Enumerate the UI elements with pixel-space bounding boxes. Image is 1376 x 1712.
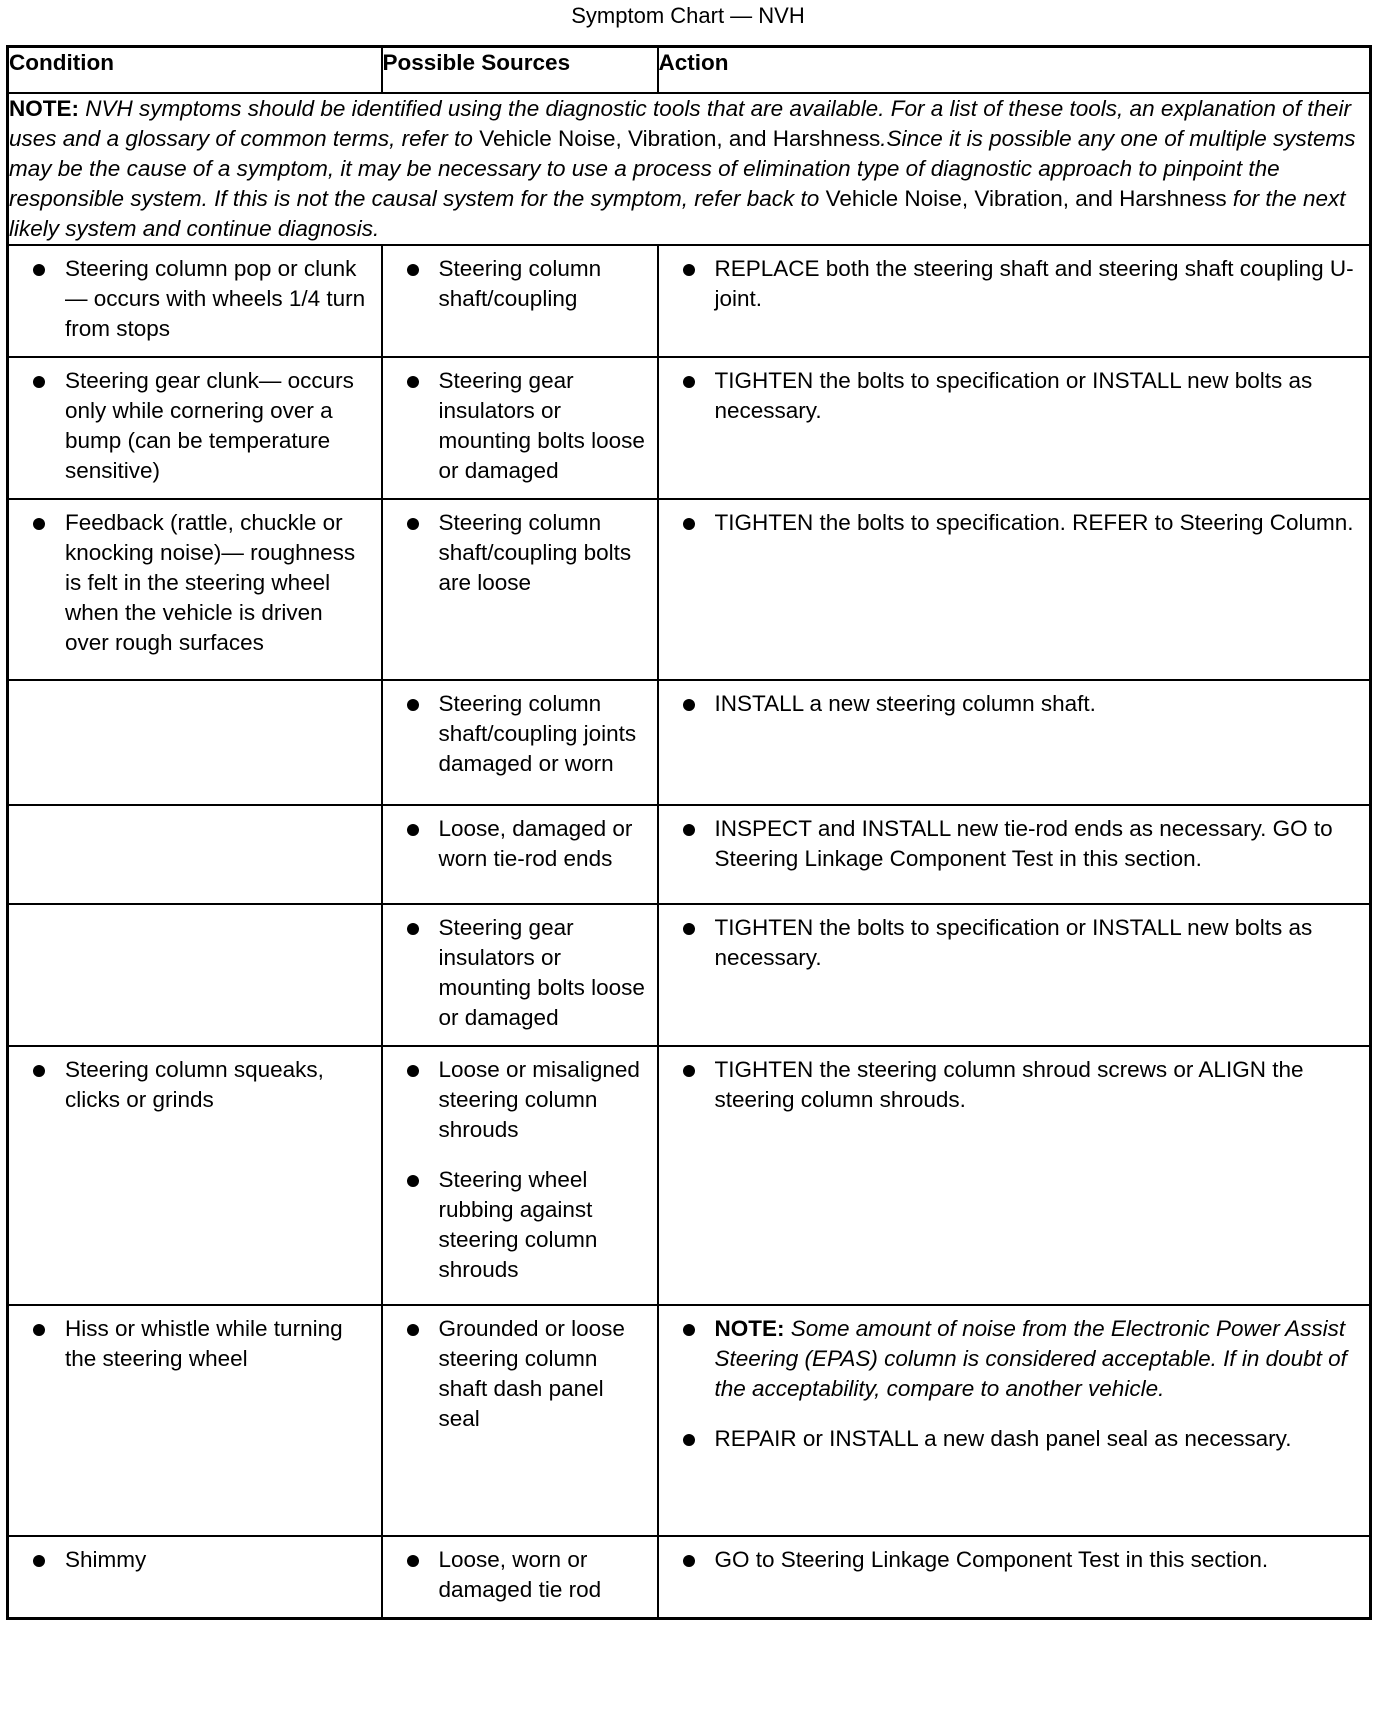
symptom-rows [8,245,1371,1619]
action-item: TIGHTEN the bolts to specification or INSTALL new bolts as necessary. [659,913,1362,973]
header-row [8,47,1371,94]
table-row [8,1046,1371,1305]
sources-list [383,500,657,610]
possible-sources-cell [382,904,658,1046]
condition-list [9,246,381,356]
action-item: REPLACE both the steering shaft and steering shaft coupling U-joint. [659,254,1362,314]
note-cell [8,93,1371,245]
source-item: Loose, damaged or worn tie-rod ends [383,814,649,874]
sources-list [383,246,657,326]
action-cell [658,245,1371,357]
sources-list [383,905,657,1045]
note-reference-2: Vehicle Noise, Vibration, and Harshness [825,186,1227,211]
action-item: TIGHTEN the bolts to specification. REFER to Steering Column. [659,508,1362,538]
action-cell [658,805,1371,904]
table-row [8,1536,1371,1619]
condition-cell [8,1305,382,1536]
sources-list [383,806,657,886]
header-condition: Condition [8,47,382,94]
source-item: Loose, worn or damaged tie rod [383,1545,649,1605]
action-cell [658,499,1371,680]
sources-list [383,1537,657,1617]
possible-sources-cell [382,1046,658,1305]
note-label: NOTE: [9,96,79,121]
note-text-1: NVH symptoms should be identified using the diagnostic tools that are available. For a list of these tools, an explanation of their uses and a glossary of common terms, refer to [9,96,1351,151]
table-row [8,1305,1371,1536]
condition-cell [8,1536,382,1619]
action-item: INSTALL a new steering column shaft. [659,689,1362,719]
condition-item: Steering column squeaks, clicks or grinds [9,1055,373,1115]
actions-list [659,246,1370,326]
action-cell [658,1046,1371,1305]
action-cell [658,680,1371,805]
table-row [8,357,1371,499]
condition-item: Feedback (rattle, chuckle or knocking noise)— roughness is felt in the steering wheel when the vehicle is driven over rough surfaces [9,508,373,658]
table-row [8,805,1371,904]
action-note-label: NOTE: [714,1316,785,1341]
sources-list [383,1047,657,1297]
condition-cell [8,499,382,680]
action-cell [658,357,1371,499]
condition-item: Hiss or whistle while turning the steering wheel [9,1314,373,1374]
possible-sources-cell [382,680,658,805]
source-item: Steering wheel rubbing against steering column shrouds [383,1165,649,1285]
source-item: Steering column shaft/coupling joints damaged or worn [383,689,649,779]
sources-list [383,358,657,498]
table-row [8,904,1371,1046]
possible-sources-cell [382,245,658,357]
sources-list [383,681,657,791]
source-item: Steering column shaft/coupling bolts are loose [383,508,649,598]
condition-list [9,1047,381,1127]
condition-cell [8,904,382,1046]
table-row [8,680,1371,805]
table-row [8,499,1371,680]
note-reference-1: Vehicle Noise, Vibration, and Harshness [479,126,881,151]
condition-cell [8,805,382,904]
chart-title: Symptom Chart — NVH [571,3,805,28]
action-cell [658,1305,1371,1536]
note-row [8,93,1371,245]
actions-list [659,500,1370,550]
action-item: REPAIR or INSTALL a new dash panel seal as necessary. [659,1424,1362,1454]
action-item: TIGHTEN the bolts to specification or INSTALL new bolts as necessary. [659,366,1362,426]
sources-list [383,1306,657,1446]
note-text-2: .Since it is possible any one of multiple systems may be the cause of a symptom, it may be necessary to use a process of elimination type of diagnostic approach to pinpoint the responsible system. If this is not the causal system for the symptom, refer back to [9,126,1356,211]
action-note-item [659,1314,1362,1404]
condition-cell [8,357,382,499]
table-row [8,245,1371,357]
actions-list [659,1306,1370,1466]
actions-list [659,681,1370,731]
action-item: GO to Steering Linkage Component Test in this section. [659,1545,1362,1575]
possible-sources-cell [382,1305,658,1536]
source-item: Steering gear insulators or mounting bolts loose or damaged [383,366,649,486]
actions-list [659,806,1370,886]
actions-list [659,1537,1370,1587]
action-item: INSPECT and INSTALL new tie-rod ends as necessary. GO to Steering Linkage Component Test in this section. [659,814,1362,874]
condition-cell [8,245,382,357]
source-item: Loose or misaligned steering column shrouds [383,1055,649,1145]
actions-list [659,1047,1370,1127]
condition-list [9,1537,381,1587]
action-item: TIGHTEN the steering column shroud screws or ALIGN the steering column shrouds. [659,1055,1362,1115]
possible-sources-cell [382,357,658,499]
possible-sources-cell [382,1536,658,1619]
note-text-3: for the next likely system and continue diagnosis. [9,186,1346,241]
actions-list [659,905,1370,985]
header-action: Action [658,47,1371,94]
condition-list [9,500,381,670]
possible-sources-cell [382,805,658,904]
condition-cell [8,680,382,805]
source-item: Steering column shaft/coupling [383,254,649,314]
condition-list [9,358,381,498]
condition-item: Shimmy [9,1545,373,1575]
source-item: Grounded or loose steering column shaft dash panel seal [383,1314,649,1434]
symptom-table [6,45,1372,1620]
condition-list [9,1306,381,1386]
source-item: Steering gear insulators or mounting bolts loose or damaged [383,913,649,1033]
action-cell [658,1536,1371,1619]
condition-item: Steering column pop or clunk— occurs with wheels 1/4 turn from stops [9,254,373,344]
condition-cell [8,1046,382,1305]
header-possible-sources: Possible Sources [382,47,658,94]
actions-list [659,358,1370,438]
action-note-text: Some amount of noise from the Electronic Power Assist Steering (EPAS) column is considered acceptable. If in doubt of the acceptability, compare to another vehicle. [714,1316,1347,1401]
action-cell [658,904,1371,1046]
condition-item: Steering gear clunk— occurs only while cornering over a bump (can be temperature sensitive) [9,366,373,486]
possible-sources-cell [382,499,658,680]
